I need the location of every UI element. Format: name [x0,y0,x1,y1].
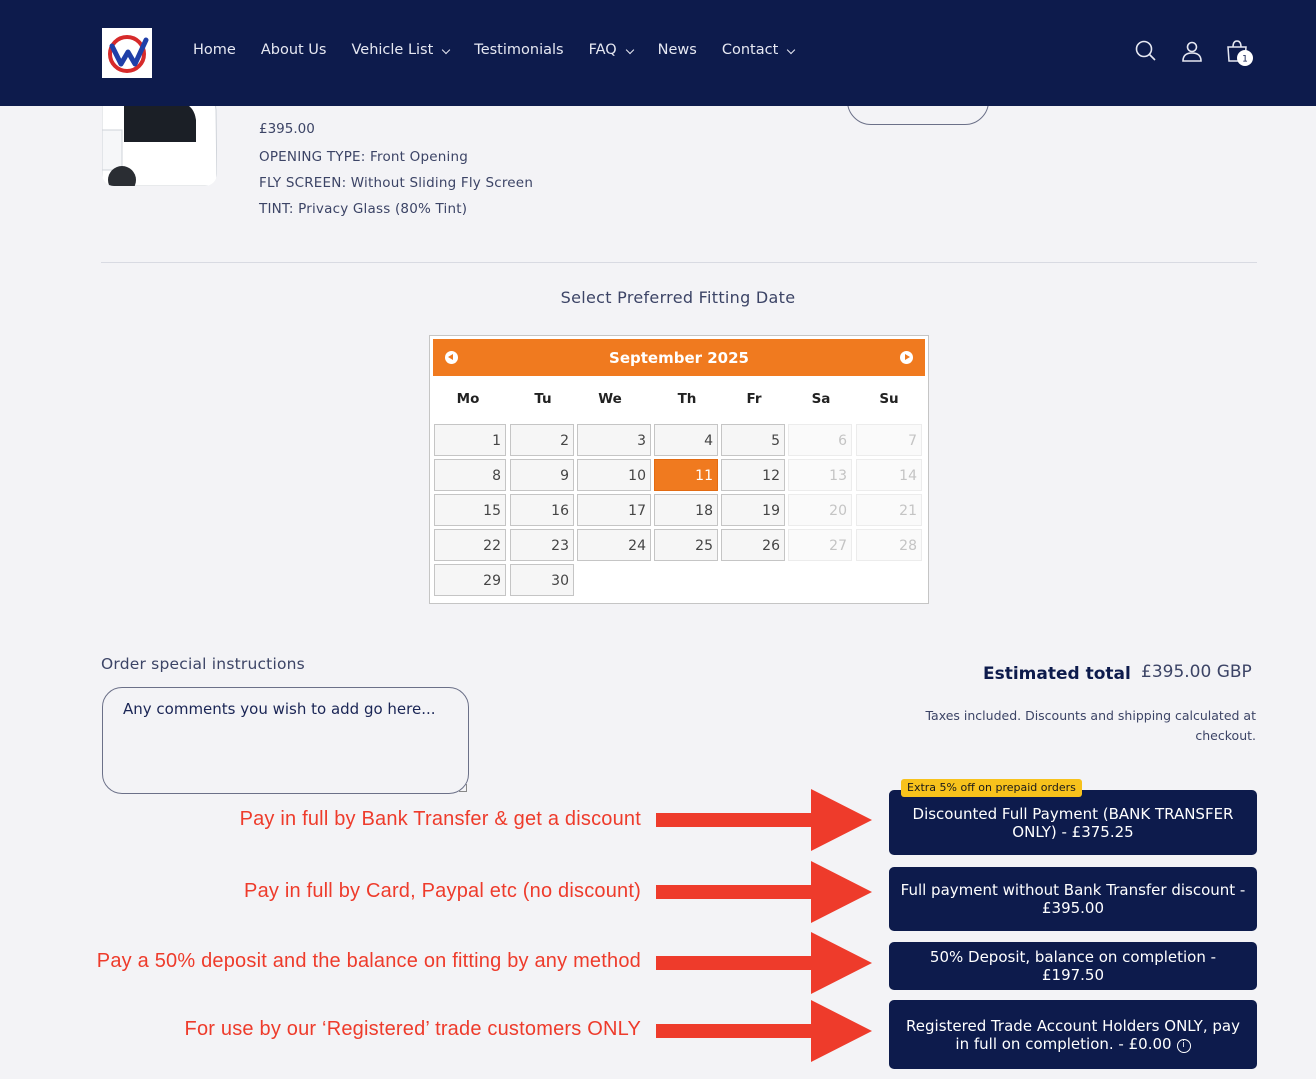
arrow-icon [656,1000,876,1062]
product-price: £395.00 [259,121,315,137]
annotation-note: For use by our ‘Registered’ trade customers ONLY [184,1018,641,1040]
calendar-day: 20 [788,494,852,526]
annotation-note: Pay a 50% deposit and the balance on fitting by any method [96,950,641,972]
nav-faq[interactable]: FAQ [589,42,633,58]
calendar-day[interactable]: 8 [434,459,506,491]
estimated-total-value: £395.00 GBP [1141,662,1252,682]
calendar-day: 27 [788,529,852,561]
arrow-icon [656,789,876,851]
product-option: TINT: Privacy Glass (80% Tint) [259,201,468,217]
calendar-day: 28 [856,529,922,561]
pay-deposit-button[interactable]: 50% Deposit, balance on completion - £197.50 [889,942,1257,990]
calendar-day[interactable]: 3 [577,424,651,456]
tax-note: Taxes included. Discounts and shipping calculated at checkout. [925,708,1256,743]
next-month-button[interactable] [900,351,913,364]
account-icon[interactable] [1179,38,1205,64]
calendar-day[interactable]: 2 [510,424,574,456]
pay-bank-transfer-button[interactable]: Discounted Full Payment (BANK TRANSFER ONLY) - £375.25 [889,790,1257,855]
calendar-month: September 2025 [609,349,749,367]
calendar-day[interactable]: 15 [434,494,506,526]
chevron-down-icon [787,46,795,54]
cart-count: 1 [1242,54,1248,65]
calendar-day-selected[interactable]: 11 [654,459,718,491]
site-header [0,0,1316,106]
calendar-day[interactable]: 9 [510,459,574,491]
calendar-day[interactable]: 26 [721,529,785,561]
weekday-header: Th [677,391,697,407]
estimated-total-label: Estimated total [983,664,1131,684]
annotation-note: Pay in full by Bank Transfer & get a discount [239,808,641,830]
pay-trade-account-button[interactable]: Registered Trade Account Holders ONLY, pay in full on completion. - £0.00 i [889,1000,1257,1069]
calendar-day[interactable]: 18 [654,494,718,526]
special-instructions-field[interactable] [102,687,469,794]
prepaid-discount-badge: Extra 5% off on prepaid orders [901,779,1082,797]
nav-testimonials[interactable]: Testimonials [474,42,564,58]
calendar-day[interactable]: 4 [654,424,718,456]
calendar-day: 7 [856,424,922,456]
arrow-icon [656,932,876,994]
logo[interactable] [102,28,152,78]
nav-home[interactable]: Home [193,42,236,58]
fitting-date-heading: Select Preferred Fitting Date [560,288,796,307]
calendar-day[interactable]: 24 [577,529,651,561]
arrow-icon [656,861,876,923]
calendar-day[interactable]: 12 [721,459,785,491]
calendar-day[interactable]: 22 [434,529,506,561]
weekday-header: We [598,391,622,407]
calendar-day: 21 [856,494,922,526]
chevron-down-icon [442,46,450,54]
chevron-down-icon [625,46,633,54]
weekday-header: Mo [456,391,480,407]
calendar-day[interactable]: 5 [721,424,785,456]
calendar-day[interactable]: 10 [577,459,651,491]
product-option: OPENING TYPE: Front Opening [259,149,469,165]
calendar-day: 13 [788,459,852,491]
calendar-day[interactable]: 16 [510,494,574,526]
calendar-day[interactable]: 17 [577,494,651,526]
calendar-day[interactable]: 29 [434,564,506,596]
calendar-day[interactable]: 25 [654,529,718,561]
date-picker [429,335,929,604]
calendar-day[interactable]: 19 [721,494,785,526]
weekday-header: Fr [746,391,762,407]
nav-about-us[interactable]: About Us [260,42,327,58]
resize-handle[interactable] [459,784,467,792]
calendar-header [433,339,925,376]
info-icon[interactable]: i [1177,1039,1191,1053]
product-option: FLY SCREEN: Without Sliding Fly Screen [259,175,534,191]
weekday-header: Su [879,391,899,407]
instructions-label: Order special instructions [101,655,305,673]
nav-contact[interactable]: Contact [722,42,794,58]
nav-news[interactable]: News [657,42,697,58]
calendar-day[interactable]: 30 [510,564,574,596]
annotation-note: Pay in full by Card, Paypal etc (no discount) [244,880,641,902]
nav-vehicle-list[interactable]: Vehicle List [351,42,449,58]
calendar-day[interactable]: 23 [510,529,574,561]
weekday-header: Sa [811,391,831,407]
weekday-header: Tu [534,391,552,407]
calendar-day: 6 [788,424,852,456]
cart-icon[interactable] [1225,38,1251,64]
main-nav [193,42,819,58]
search-icon[interactable] [1133,38,1159,64]
calendar-day[interactable]: 1 [434,424,506,456]
pay-full-button[interactable]: Full payment without Bank Transfer discount - £395.00 [889,867,1257,931]
calendar-day: 14 [856,459,922,491]
divider [101,262,1257,263]
